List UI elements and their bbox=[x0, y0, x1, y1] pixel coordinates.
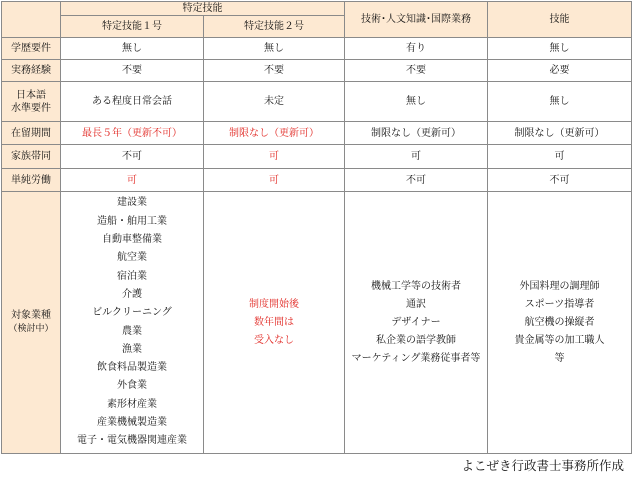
row-label-industries-line1: 対象業種 bbox=[11, 310, 51, 321]
cell-labor-tokutei1: 可 bbox=[61, 169, 204, 192]
list-item: 外食業 bbox=[117, 380, 147, 392]
cell-period-ginou: 制限なし（更新可） bbox=[488, 122, 632, 145]
list-item: 介護 bbox=[122, 288, 142, 300]
header-tokutei1: 特定技能１号 bbox=[61, 16, 204, 38]
list-item: 貴金属等の加工職人 bbox=[514, 334, 605, 346]
cell-experience-tokutei1: 不要 bbox=[61, 60, 204, 82]
list-item: 通訳 bbox=[406, 298, 426, 310]
header-tokutei2: 特定技能２号 bbox=[204, 16, 345, 38]
cell-industries-tokutei1 bbox=[61, 192, 204, 454]
table-row-family bbox=[2, 145, 632, 169]
row-label-period: 在留期間 bbox=[2, 122, 61, 145]
list-item: 航空機の操縦者 bbox=[524, 316, 595, 328]
cell-family-tokutei2: 可 bbox=[204, 145, 345, 169]
list-item: 漁業 bbox=[122, 343, 142, 355]
table-row-simple-labor bbox=[2, 169, 632, 192]
list-item: スポーツ指導者 bbox=[524, 298, 595, 310]
row-label-education: 学歴要件 bbox=[2, 38, 61, 60]
list-item: 建設業 bbox=[117, 197, 147, 209]
list-item: ビルクリーニング bbox=[92, 307, 172, 319]
cell-education-tokutei2: 無し bbox=[204, 38, 345, 60]
header-group-tokutei: 特定技能 bbox=[61, 2, 345, 16]
cell-period-tokutei2: 制限なし（更新可） bbox=[204, 122, 345, 145]
table-row-industries bbox=[2, 192, 632, 454]
list-item: 農業 bbox=[122, 325, 142, 337]
list-item: 外国料理の調理師 bbox=[519, 280, 600, 292]
cell-labor-gijinkoku: 不可 bbox=[345, 169, 488, 192]
header-ginou: 技能 bbox=[488, 2, 632, 38]
list-item: 造船・舶用工業 bbox=[97, 215, 167, 227]
cell-industries-tokutei2 bbox=[204, 192, 345, 454]
row-label-experience: 実務経験 bbox=[2, 60, 61, 82]
list-item: 素形材産業 bbox=[107, 398, 157, 410]
cell-labor-ginou: 不可 bbox=[488, 169, 632, 192]
cell-japanese-tokutei2: 未定 bbox=[204, 82, 345, 122]
cell-education-ginou: 無し bbox=[488, 38, 632, 60]
cell-period-gijinkoku: 制限なし（更新可） bbox=[345, 122, 488, 145]
row-label-family: 家族帯同 bbox=[2, 145, 61, 169]
cell-industries-gijinkoku bbox=[345, 192, 488, 454]
list-item: 電子・電気機器関連産業 bbox=[77, 435, 187, 447]
table-corner bbox=[2, 2, 61, 38]
list-item: 航空業 bbox=[117, 252, 147, 264]
row-label-industries-line2: （検討中） bbox=[8, 324, 54, 334]
list-item: 飲食料品製造業 bbox=[97, 362, 167, 374]
comparison-table bbox=[1, 1, 632, 454]
cell-family-ginou: 可 bbox=[488, 145, 632, 169]
cell-japanese-ginou: 無し bbox=[488, 82, 632, 122]
row-label-japanese-line2: 水準要件 bbox=[11, 102, 51, 114]
list-item: デザイナー bbox=[391, 316, 441, 328]
cell-experience-tokutei2: 不要 bbox=[204, 60, 345, 82]
table-row-experience bbox=[2, 60, 632, 82]
list-item: 自動車整備業 bbox=[102, 234, 162, 246]
cell-family-gijinkoku: 可 bbox=[345, 145, 488, 169]
table-row-education bbox=[2, 38, 632, 60]
cell-labor-tokutei2: 可 bbox=[204, 169, 345, 192]
table-row-period bbox=[2, 122, 632, 145]
row-label-simple-labor: 単純労働 bbox=[2, 169, 61, 192]
cell-experience-gijinkoku: 不要 bbox=[345, 60, 488, 82]
cell-japanese-tokutei1: ある程度日常会話 bbox=[61, 82, 204, 122]
list-item: 私企業の語学教師 bbox=[376, 334, 456, 346]
header-gijinkoku: 技術･人文知識･国際業務 bbox=[345, 2, 488, 38]
cell-family-tokutei1: 不可 bbox=[61, 145, 204, 169]
row-label-japanese-line1: 日本語 bbox=[16, 89, 46, 101]
cell-education-tokutei1: 無し bbox=[61, 38, 204, 60]
cell-japanese-gijinkoku: 無し bbox=[345, 82, 488, 122]
list-item: 等 bbox=[554, 352, 565, 364]
list-item: 数年間は bbox=[254, 316, 294, 328]
cell-experience-ginou: 必要 bbox=[488, 60, 632, 82]
row-label-japanese bbox=[2, 82, 61, 122]
table-row-japanese bbox=[2, 82, 632, 122]
list-item: 機械工学等の技術者 bbox=[371, 280, 461, 292]
list-item: 宿泊業 bbox=[117, 270, 147, 282]
list-item: 受入なし bbox=[254, 334, 294, 346]
list-item: 制度開始後 bbox=[249, 298, 299, 310]
list-item: マーケティング業務従事者等 bbox=[351, 352, 481, 364]
cell-industries-ginou bbox=[488, 192, 632, 454]
row-label-industries bbox=[2, 192, 61, 454]
cell-period-tokutei1: 最長５年（更新不可） bbox=[61, 122, 204, 145]
list-item: 産業機械製造業 bbox=[97, 416, 167, 428]
cell-education-gijinkoku: 有り bbox=[345, 38, 488, 60]
credit-text: よこぜき行政書士事務所作成 bbox=[461, 458, 624, 473]
